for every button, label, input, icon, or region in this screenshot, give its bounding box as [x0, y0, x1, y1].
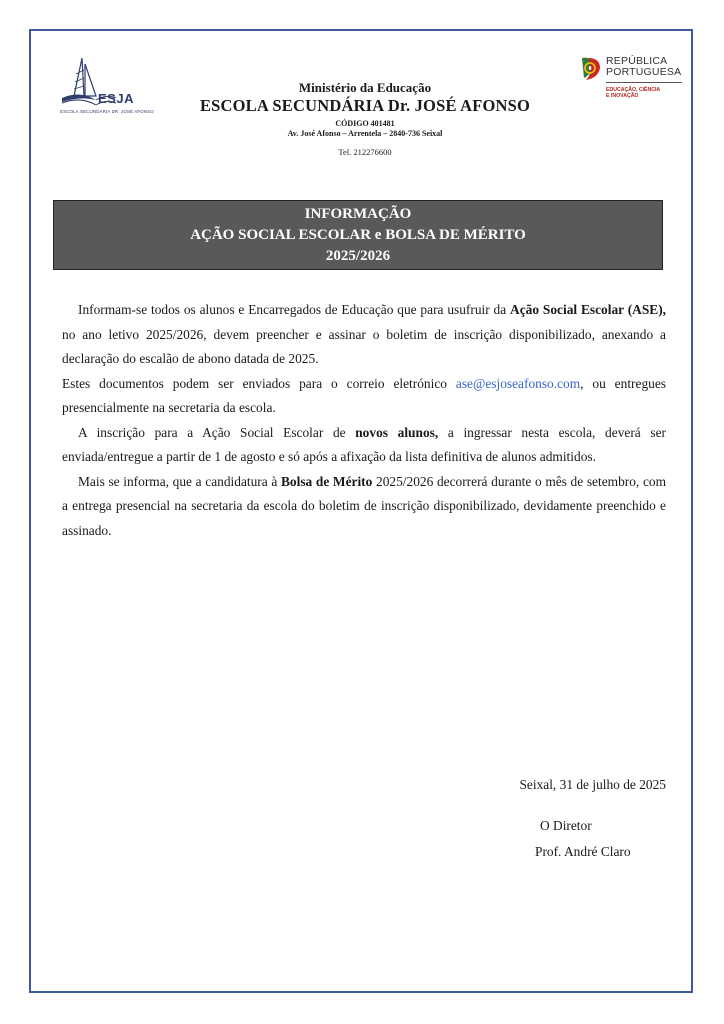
republica-title: [606, 56, 681, 78]
signatory-role: O Diretor: [540, 818, 592, 833]
republica-sub2: E INOVAÇÃO: [606, 93, 639, 99]
title-banner: [53, 200, 663, 270]
p3-text-b: a ingressar nesta escola, deverá ser enviada/entregue a partir de 1 de agosto e só após a afixação da lista definitiva de alunos admitidos.: [62, 424, 667, 464]
p1-text-b: no ano letivo 2025/2026, devem preencher e assinar o boletim de inscrição disponibilizado, anexando a declaração do escalão de abono datada de 2025.: [62, 326, 666, 366]
p2-text-b: , ou entregues presencialmente na secretaria da escola.: [62, 375, 666, 415]
school-phone: Tel. 212276600: [338, 147, 392, 157]
republica-sub1: EDUCAÇÃO, CIÊNCIA: [606, 87, 661, 93]
republica-subtitle: [606, 87, 660, 99]
republica-logo: [578, 56, 688, 116]
banner-title: INFORMAÇÃO: [304, 206, 412, 222]
p1-text-a: Informam-se todos os alunos e Encarregados de Educação que para usufruir da: [78, 302, 511, 317]
school-code: CÓDIGO 401481: [335, 119, 395, 128]
paragraph-email: [62, 372, 666, 421]
paragraph-merit: [62, 470, 666, 544]
logo-text: ESJA: [98, 91, 134, 106]
republica-line1: REPÚBLICA: [606, 55, 668, 67]
place-date: Seixal, 31 de julho de 2025: [519, 777, 666, 792]
logo-subtext: ESCOLA SECUNDÁRIA DR. JOSÉ AFONSO: [60, 109, 154, 114]
republica-divider: [606, 82, 682, 83]
p4-text-b: 2025/2026 decorrerá durante o mês de setembro, com a entrega presencial na secretaria da escola do boletim de inscrição disponibilizado, devidamente preenchido e assinado.: [62, 473, 666, 538]
republica-line2: PORTUGUESA: [606, 66, 682, 78]
paragraph-new-students: [62, 421, 666, 470]
email-link[interactable]: ase@esjoseafonso.com: [455, 375, 581, 391]
signatory-name: Prof. André Claro: [535, 844, 631, 859]
school-name: ESCOLA SECUNDÁRIA Dr. JOSÉ AFONSO: [199, 96, 531, 115]
notice-body: [62, 298, 666, 543]
p3-bold: novos alunos,: [355, 424, 439, 440]
ministry-name: Ministério da Educação: [298, 80, 432, 95]
p2-text-a: Estes documentos podem ser enviados para o correio eletrónico: [62, 375, 456, 391]
portugal-flag-icon: [578, 56, 602, 82]
banner-year: 2025/2026: [325, 248, 391, 264]
p4-bold: Bolsa de Mérito: [280, 473, 373, 489]
banner-subtitle: AÇÃO SOCIAL ESCOLAR e BOLSA DE MÉRITO: [190, 227, 526, 243]
sailboat-book-icon: [56, 56, 146, 116]
school-address: Av. José Afonso – Arrentela – 2840-736 Seixal: [287, 129, 443, 138]
p1-bold: Ação Social Escolar (ASE),: [510, 302, 667, 317]
paragraph-ase: [62, 298, 666, 372]
p3-text-a: A inscrição para a Ação Social Escolar de: [78, 424, 356, 440]
school-header: [180, 80, 550, 157]
p4-text-a: Mais se informa, que a candidatura à: [78, 473, 281, 489]
school-logo: [56, 56, 146, 116]
